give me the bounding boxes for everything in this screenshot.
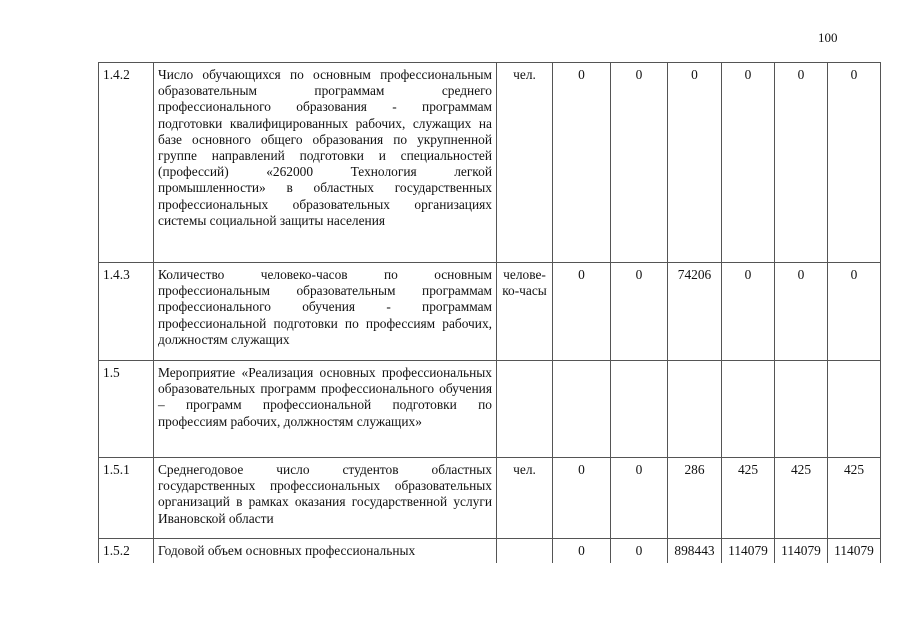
row-number: 1.4.2 <box>99 63 154 263</box>
row-number: 1.5 <box>99 361 154 458</box>
row-description: Годовой объем основных профессиональных <box>154 539 497 564</box>
row-number: 1.4.3 <box>99 263 154 361</box>
row-value: 898443 <box>668 539 722 564</box>
row-value: 0 <box>611 263 668 361</box>
row-value <box>828 361 881 458</box>
row-description: Число обучающихся по основным профессиональным образовательным программам среднего профессионального образования - программам подготовки квалифицированных рабочих, служащих на базе основного общего образования по укрупненной группе направлений подготовки и специальностей (профессий) «262000 Технология легкой промышленности» в областных государственных профессиональных образовательных организациях системы социальной защиты населения <box>154 63 497 263</box>
row-description: Мероприятие «Реализация основных профессиональных образовательных программ профессионального обучения – программ профессиональной подготовки по профессиям рабочих, должностям служащих» <box>154 361 497 458</box>
row-value: 0 <box>775 263 828 361</box>
table-row <box>99 63 881 263</box>
row-value: 0 <box>828 263 881 361</box>
row-value: 286 <box>668 458 722 539</box>
row-value: 0 <box>668 63 722 263</box>
row-value: 114079 <box>775 539 828 564</box>
row-value: 0 <box>611 458 668 539</box>
row-unit <box>497 361 553 458</box>
table-row <box>99 263 881 361</box>
table-row <box>99 539 881 564</box>
row-unit: чел. <box>497 458 553 539</box>
row-number: 1.5.2 <box>99 539 154 564</box>
row-value <box>553 361 611 458</box>
table-row <box>99 361 881 458</box>
row-value: 114079 <box>722 539 775 564</box>
row-value: 0 <box>553 63 611 263</box>
row-value: 114079 <box>828 539 881 564</box>
row-value: 0 <box>611 63 668 263</box>
row-value: 0 <box>611 539 668 564</box>
row-value <box>722 361 775 458</box>
row-value: 0 <box>553 539 611 564</box>
row-value: 425 <box>828 458 881 539</box>
row-unit <box>497 539 553 564</box>
row-value: 0 <box>828 63 881 263</box>
row-description: Количество человеко-часов по основным профессиональным образовательным программам профессионального обучения - программам профессиональной подготовки по профессиям рабочих, должностям служащих <box>154 263 497 361</box>
row-unit: чел. <box>497 63 553 263</box>
row-value: 0 <box>553 458 611 539</box>
indicators-table <box>98 62 881 563</box>
row-value: 425 <box>775 458 828 539</box>
row-unit: челове-ко-часы <box>497 263 553 361</box>
row-value: 0 <box>722 263 775 361</box>
row-value: 0 <box>553 263 611 361</box>
row-number: 1.5.1 <box>99 458 154 539</box>
row-value: 74206 <box>668 263 722 361</box>
row-value <box>611 361 668 458</box>
row-value: 0 <box>775 63 828 263</box>
row-value <box>668 361 722 458</box>
table-row <box>99 458 881 539</box>
page-number: 100 <box>818 30 838 45</box>
row-value <box>775 361 828 458</box>
row-value: 0 <box>722 63 775 263</box>
row-value: 425 <box>722 458 775 539</box>
row-description: Среднегодовое число студентов областных государственных профессиональных образовательных организаций в рамках оказания государственной услуги Ивановской области <box>154 458 497 539</box>
